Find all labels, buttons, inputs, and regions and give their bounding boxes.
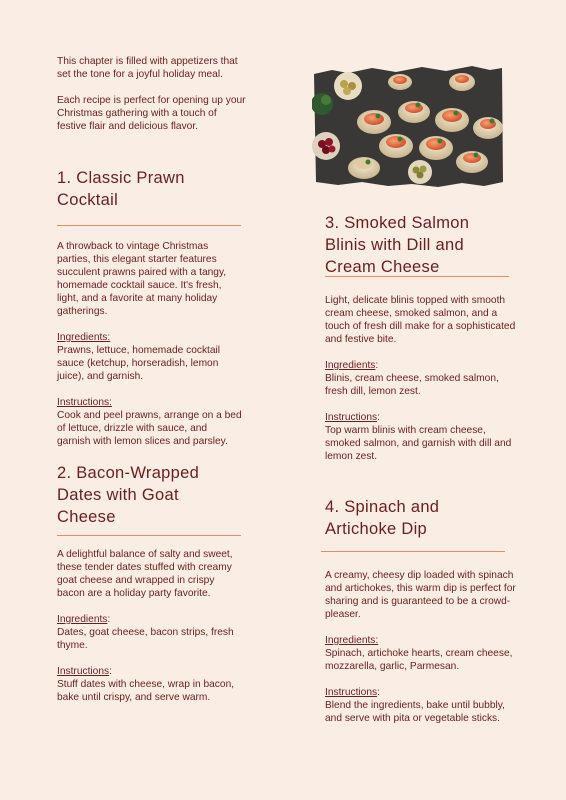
recipe-4-body: A creamy, cheesy dip loaded with spinach and artichokes, this warm dip is perfect for sharing and is guaranteed to be a crowd-pleaser. Ingredients: Spinach, artichoke hearts, cream cheese, mozzarella, garlic, Parmesan. Instructions: Blend the ingredients, bake until bubbly, and serve with pita or vegetable sticks. bbox=[325, 570, 516, 724]
recipe-2-description: A delightful balance of salty and sweet, these tender dates stuffed with creamy goat cheese and wrapped in crispy bacon are a holiday party favorite. bbox=[57, 549, 233, 599]
bowl-olives bbox=[334, 72, 362, 100]
recipe-1-body bbox=[57, 240, 242, 448]
recipe-1-ingredients-label: Ingredients: bbox=[57, 332, 111, 343]
intro-paragraph-2: Each recipe is perfect for opening up your Christmas gathering with a touch of festive flair and delicious flavor. bbox=[57, 95, 246, 132]
recipe-1-instructions: Cook and peel prawns, arrange on a bed of lettuce, drizzle with sauce, and garnish with lemon slices and parsley. bbox=[57, 410, 242, 447]
recipe-4 bbox=[325, 496, 517, 540]
recipe-4-ingredients: Spinach, artichoke hearts, cream cheese, mozzarella, garlic, Parmesan. bbox=[325, 648, 513, 672]
recipe-1-instructions-label: Instructions: bbox=[57, 397, 112, 408]
recipe-4-instructions: Blend the ingredients, bake until bubbly, and serve with pita or vegetable sticks. bbox=[325, 700, 505, 724]
recipe-3-instructions-label: Instructions bbox=[325, 412, 378, 423]
bowl-herbs bbox=[312, 93, 333, 115]
bowl-green-olives bbox=[408, 160, 432, 184]
intro-paragraph-1: This chapter is filled with appetizers that set the tone for a joyful holiday meal. bbox=[57, 56, 238, 80]
recipe-2-ingredients: Dates, goat cheese, bacon strips, fresh thyme. bbox=[57, 627, 234, 651]
recipe-2-body: A delightful balance of salty and sweet, these tender dates stuffed with creamy goat cheese and wrapped in crispy bacon are a holiday party favorite. Ingredients: Dates, goat cheese, bacon strips, fresh thyme. Instructions: Stuff dates with cheese, wrap in bacon, bake until crispy, and serve warm. bbox=[57, 548, 242, 704]
recipe-2-title: 2. Bacon-Wrapped Dates with Goat Cheese bbox=[57, 464, 200, 526]
recipe-1-divider bbox=[57, 225, 241, 226]
appetizer-platter-photo bbox=[312, 64, 504, 188]
recipe-3-instructions: Top warm blinis with cream cheese, smoked salmon, and garnish with dill and lemon zest. bbox=[325, 425, 512, 462]
recipe-2-instructions-label: Instructions bbox=[57, 666, 110, 677]
recipe-3-ingredients: Blinis, cream cheese, smoked salmon, fresh dill, lemon zest. bbox=[325, 373, 499, 397]
recipe-1 bbox=[57, 167, 247, 211]
recipe-4-title: 4. Spinach and Artichoke Dip bbox=[325, 498, 440, 538]
recipe-3 bbox=[325, 212, 517, 278]
recipe-3-divider bbox=[325, 276, 509, 277]
recipe-2-ingredients-label: Ingredients bbox=[57, 614, 108, 625]
recipe-2 bbox=[57, 462, 247, 528]
photo-illustration bbox=[312, 64, 504, 188]
recipe-4-instructions-label: Instructions bbox=[325, 687, 378, 698]
bowl-cranberries bbox=[312, 132, 340, 160]
recipe-4-divider bbox=[321, 551, 505, 552]
recipe-1-description: A throwback to vintage Christmas parties, this elegant starter features succulent prawns paired with a tangy, homemade cocktail sauce. It's fresh, light, and a favorite at many holiday gatherings. bbox=[57, 241, 227, 317]
recipe-4-description: A creamy, cheesy dip loaded with spinach and artichokes, this warm dip is perfect for sharing and is guaranteed to be a crowd-pleaser. bbox=[325, 570, 516, 620]
recipe-2-divider bbox=[57, 535, 241, 536]
recipe-1-ingredients: Prawns, lettuce, homemade cocktail sauce (ketchup, horseradish, lemon juice), and garnish. bbox=[57, 345, 221, 382]
recipe-1-title: 1. Classic Prawn Cocktail bbox=[57, 169, 185, 209]
recipe-3-description: Light, delicate blinis topped with smooth cream cheese, smoked salmon, and a touch of fresh dill make for a sophisticated and festive bite. bbox=[325, 295, 516, 345]
recipe-3-body: Light, delicate blinis topped with smooth cream cheese, smoked salmon, and a touch of fresh dill make for a sophisticated and festive bite. Ingredients: Blinis, cream cheese, smoked salmon, fresh dill, lemon zest. Instructions: Top warm blinis with cream cheese, smoked salmon, and garnish with dill and lemon zest. bbox=[325, 295, 516, 462]
recipe-4-ingredients-label: Ingredients: bbox=[325, 635, 379, 646]
recipe-2-instructions: Stuff dates with cheese, wrap in bacon, bake until crispy, and serve warm. bbox=[57, 679, 235, 703]
recipe-3-title: 3. Smoked Salmon Blinis with Dill and Cream Cheese bbox=[325, 214, 470, 276]
intro bbox=[57, 55, 247, 133]
recipe-3-ingredients-label: Ingredients bbox=[325, 360, 376, 371]
